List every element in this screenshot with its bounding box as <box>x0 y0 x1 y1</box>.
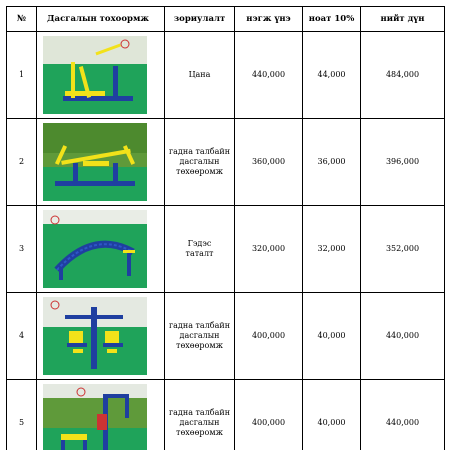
row-vat: 40,000 <box>303 380 361 450</box>
header-unit-price: нэгж үнэ <box>235 7 303 32</box>
row-total: 396,000 <box>361 119 445 206</box>
header-total: нийт дүн <box>361 7 445 32</box>
row-unit-price: 400,000 <box>235 293 303 380</box>
equipment-price-table <box>6 6 445 450</box>
rowing-machine-photo <box>43 123 147 201</box>
row-total: 440,000 <box>361 293 445 380</box>
row-usage: Цана <box>165 32 235 119</box>
table-row <box>7 206 445 293</box>
header-row <box>7 7 445 32</box>
row-number: 1 <box>7 32 37 119</box>
row-usage: гадна талбайн дасгалын төхөөромж <box>165 293 235 380</box>
row-vat: 36,000 <box>303 119 361 206</box>
row-usage: Гэдэс таталт <box>165 206 235 293</box>
sit-up-bench-photo <box>43 210 147 288</box>
row-number: 5 <box>7 380 37 450</box>
chest-press-photo <box>43 384 147 450</box>
table-row <box>7 119 445 206</box>
row-unit-price: 400,000 <box>235 380 303 450</box>
row-number: 4 <box>7 293 37 380</box>
header-usage: зориулалт <box>165 7 235 32</box>
row-total: 352,000 <box>361 206 445 293</box>
header-number: № <box>7 7 37 32</box>
row-vat: 32,000 <box>303 206 361 293</box>
row-usage: гадна талбайн дасгалын төхөөромж <box>165 380 235 450</box>
row-vat: 40,000 <box>303 293 361 380</box>
table-row <box>7 293 445 380</box>
row-total: 484,000 <box>361 32 445 119</box>
row-usage: гадна талбайн дасгалын төхөөромж <box>165 119 235 206</box>
row-unit-price: 320,000 <box>235 206 303 293</box>
row-vat: 44,000 <box>303 32 361 119</box>
table-row <box>7 380 445 450</box>
header-vat: ноат 10% <box>303 7 361 32</box>
table-row <box>7 32 445 119</box>
ski-machine-photo <box>43 36 147 114</box>
twin-station-photo <box>43 297 147 375</box>
row-number: 3 <box>7 206 37 293</box>
row-unit-price: 360,000 <box>235 119 303 206</box>
row-total: 440,000 <box>361 380 445 450</box>
row-unit-price: 440,000 <box>235 32 303 119</box>
row-number: 2 <box>7 119 37 206</box>
header-equipment-name: Дасгалын тохоормж <box>37 7 165 32</box>
